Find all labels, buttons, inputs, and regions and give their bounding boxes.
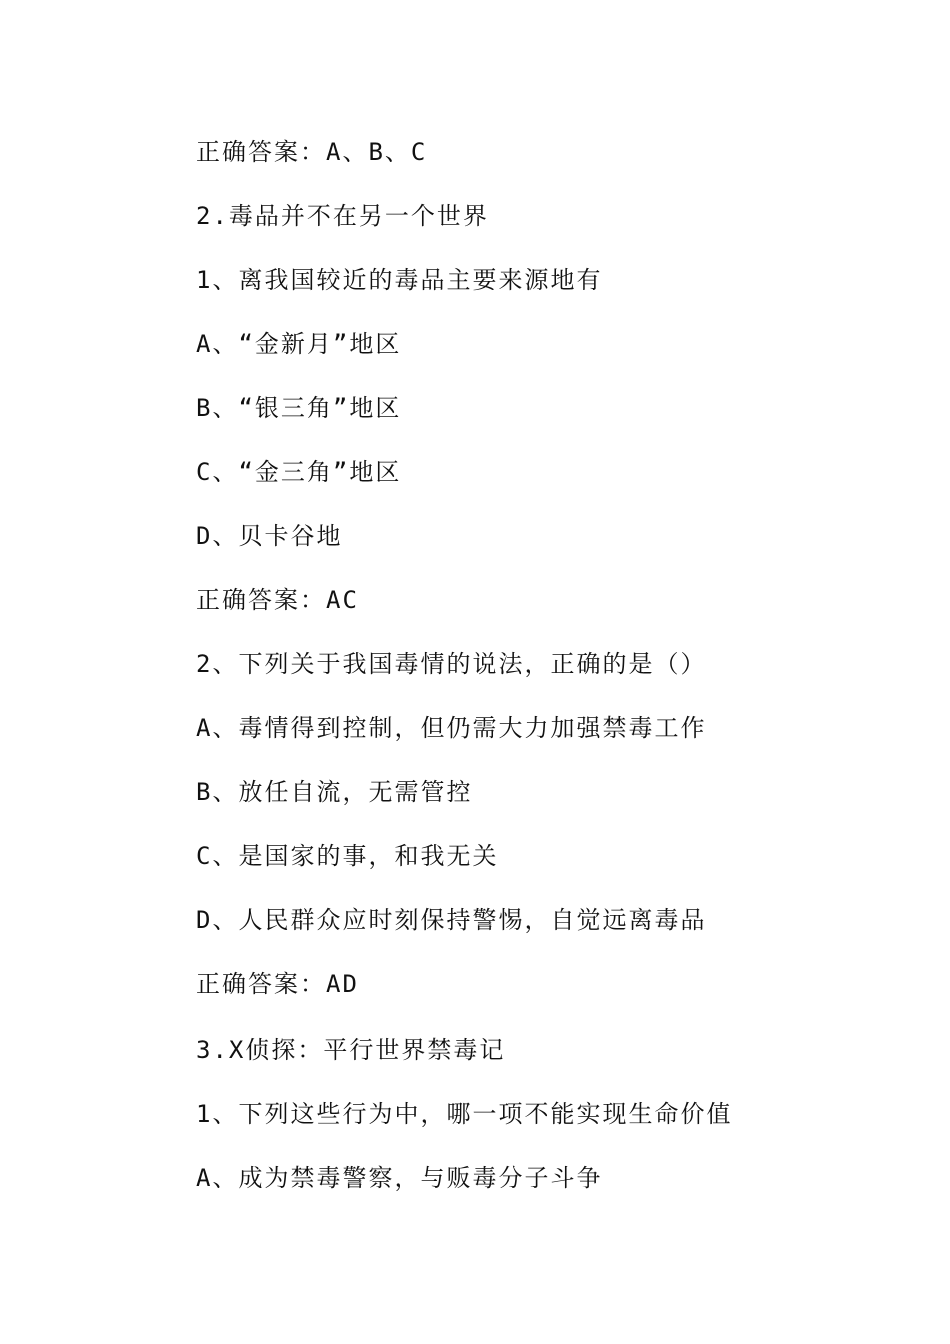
- option-d: D、贝卡谷地: [196, 522, 343, 550]
- option-c: C、“金三角”地区: [196, 458, 402, 486]
- question-text: 2、下列关于我国毒情的说法，正确的是（）: [196, 650, 707, 678]
- answer-line: 正确答案：AC: [196, 586, 359, 614]
- option-d: D、人民群众应时刻保持警惕，自觉远离毒品: [196, 906, 707, 934]
- option-b: B、“银三角”地区: [196, 394, 402, 422]
- option-a: A、毒情得到控制，但仍需大力加强禁毒工作: [196, 714, 707, 742]
- option-a: A、成为禁毒警察，与贩毒分子斗争: [196, 1164, 603, 1192]
- option-c: C、是国家的事，和我无关: [196, 842, 499, 870]
- option-a: A、“金新月”地区: [196, 330, 402, 358]
- question-text: 1、下列这些行为中，哪一项不能实现生命价值: [196, 1100, 733, 1128]
- answer-line: 正确答案：AD: [196, 970, 359, 998]
- answer-line: 正确答案：A、B、C: [196, 138, 428, 166]
- section-heading: 2.毒品并不在另一个世界: [196, 202, 489, 230]
- option-b: B、放任自流，无需管控: [196, 778, 473, 806]
- question-text: 1、离我国较近的毒品主要来源地有: [196, 266, 603, 294]
- section-heading: 3.X侦探：平行世界禁毒记: [196, 1036, 506, 1064]
